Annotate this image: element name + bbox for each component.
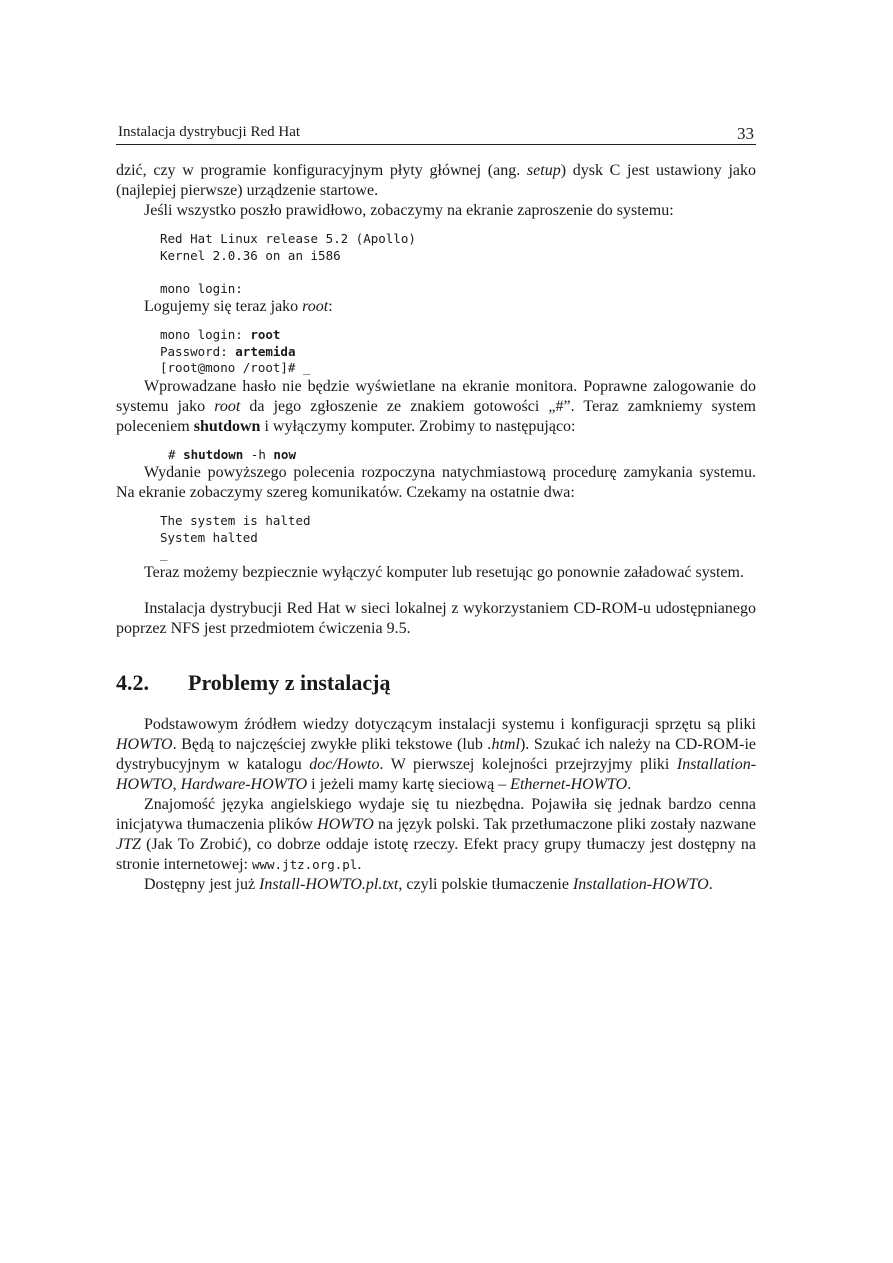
running-header [116, 118, 756, 145]
paragraph-3: Logujemy się teraz jako root: [144, 298, 333, 315]
page [116, 118, 756, 895]
paragraph-5: Wydanie powyższego polecenia rozpoczyna natychmiastową procedurę zamykania systemu. Na ekranie zobaczymy szereg komunikatów. Czekamy na ostatnie dwa: [116, 464, 756, 501]
paragraph-6: Teraz możemy bezpiecznie wyłączyć komputer lub resetując go ponownie załadować system. [144, 563, 744, 581]
paragraph-8: Podstawowym źródłem wiedzy dotyczącym instalacji systemu i konfiguracji sprzętu są pliki HOWTO. Będą to najczęściej zwykłe pliki tekstowe (lub .html). Szukać ich należy na CD-ROM-ie dystrybucyjnym w katalogu doc/Howto. W pierwszej kolejności przejrzyjmy pliki Installation-HOWTO, Hardware-HOWTO i jeżeli mamy kartę sieciową – Ethernet-HOWTO. [116, 715, 757, 793]
section-heading [116, 669, 756, 695]
paragraph-4: Wprowadzane hasło nie będzie wyświetlane na ekranie monitora. Poprawne zalogowanie do systemu jako root da jego zgłoszenie ze znakiem gotowości „#”. Teraz zamkniemy system poleceniem shutdown i wyłączymy komputer. Zrobimy to następująco: [116, 377, 756, 435]
paragraph-9: Znajomość języka angielskiego wydaje się tu niezbędna. Pojawiła się jednak bardzo cenna inicjatywa tłumaczenia plików HOWTO na język polski. Tak przetłumaczone pliki zostały nazwane JTZ (Jak To Zrobić), co dobrze oddaje istotę rzeczy. Efekt pracy grupy tłumaczy jest dostępny na stronie internetowej: www.jtz.org.pl. [116, 795, 756, 873]
section-title: Problemy z instalacją [188, 669, 391, 695]
jtz-url: www.jtz.org.pl [251, 856, 358, 872]
section-number: 4.2. [116, 669, 149, 695]
paragraph-10: Dostępny jest już Install-HOWTO.pl.txt, czyli polskie tłumaczenie Installation-HOWTO. [144, 875, 713, 893]
paragraph-2: Jeśli wszystko poszło prawidłowo, zobaczymy na ekranie zaproszenie do systemu: [144, 202, 674, 219]
code-login-session: mono login: root Password: artemida [root@mono /root]# _ [160, 327, 311, 375]
page-body [116, 161, 756, 895]
code-halt-messages: The system is halted System halted _ [160, 513, 311, 561]
code-shutdown-command: # shutdown -h now [168, 446, 296, 462]
paragraph-7: Instalacja dystrybucji Red Hat w sieci lokalnej z wykorzystaniem CD-ROM-u udostępnianego poprzez NFS jest przedmiotem ćwiczenia 9.5. [116, 599, 756, 637]
code-login-screen: Red Hat Linux release 5.2 (Apollo) Kernel 2.0.36 on an i586 mono login: [160, 231, 416, 296]
paragraph-1: dzić, czy w programie konfiguracyjnym płyty głównej (ang. setup) dysk C jest ustawiony jako (najlepiej pierwsze) urządzenie startowe. [116, 162, 757, 199]
running-title: Instalacja dystrybucji Red Hat [118, 124, 301, 140]
page-number: 33 [737, 124, 754, 143]
